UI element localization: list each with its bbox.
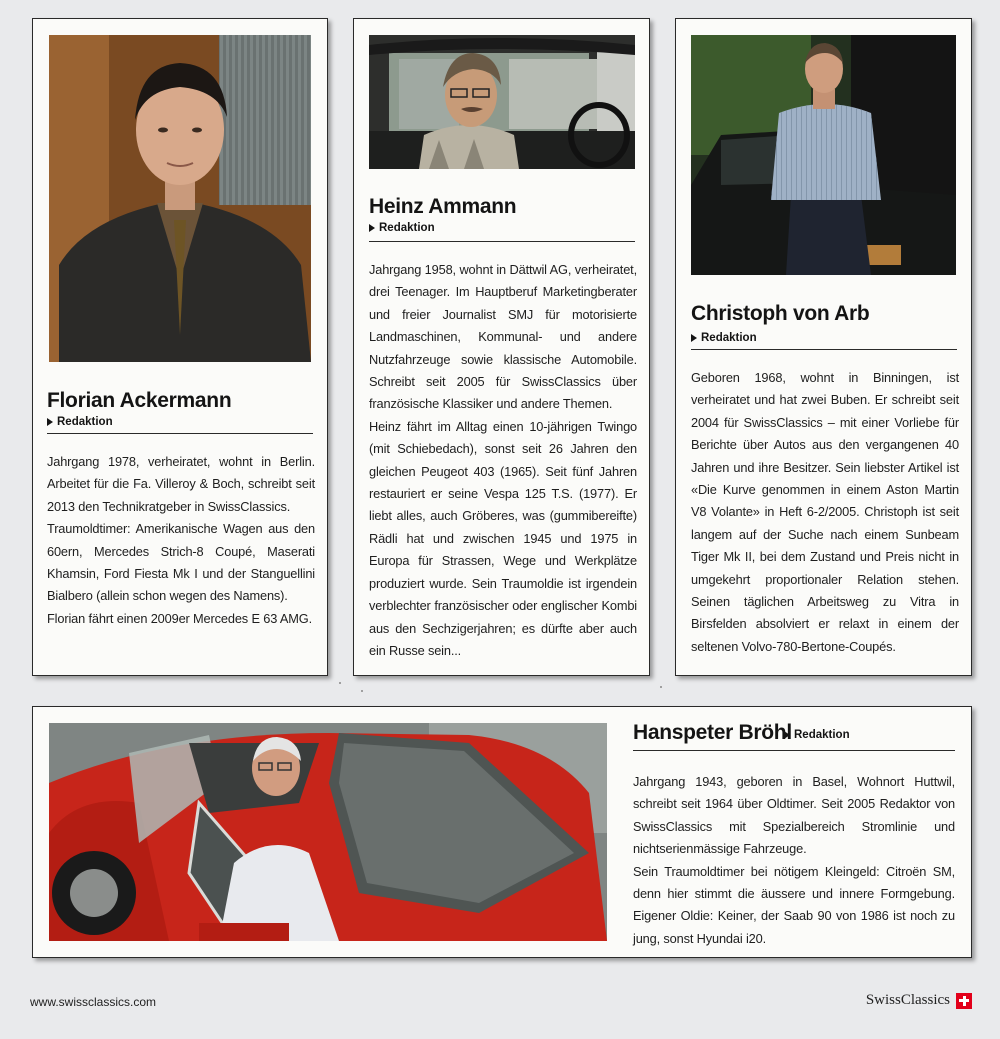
- portrait-photo-hanspeter: [49, 723, 607, 941]
- profile-role: [784, 729, 850, 741]
- profile-name: Christoph von Arb: [691, 302, 870, 325]
- bio-paragraph: Sein Traumoldtimer bei nötigem Kleingeld: Citroën SM, denn hier stimmt die äussere und innere Formgebung. Eigener Oldie: Keiner, der Saab 90 von 1986 ist noch zu jung, sonst Hyundai i20.: [633, 863, 955, 946]
- profile-role-label: Redaktion: [794, 729, 850, 741]
- profile-name: Heinz Ammann: [369, 195, 517, 218]
- divider: [47, 433, 313, 434]
- profile-name: Hanspeter Bröhl: [633, 721, 792, 744]
- portrait-photo-heinz: [369, 35, 635, 169]
- portrait-photo-florian: [49, 35, 311, 362]
- bio-paragraph: Heinz fährt im Alltag einen 10-jährigen Twingo (mit Schiebedach), sonst seit 26 Jahren den gleichen Peugeot 403 (1965). Seit fünf Jahren restauriert er seine Vespa 125 T.S. (1977). Er liebt alles, auch Gröberes, was (gummibereifte) Rädli hat und zwischen 1945 und 1975 in Europa für Strassen, Wege und Werkplätze produziert wurde. Sein Traumoldie ist irgendein verblechter französischer oder englischer Kombi aus den Sechzigerjahren; es dürfte aber auch ein Russe sein...: [369, 418, 637, 658]
- decorative-dot: [660, 686, 662, 688]
- portrait-photo-christoph: [691, 35, 956, 275]
- profile-role: [691, 332, 757, 344]
- profile-card-florian: [32, 18, 328, 676]
- triangle-bullet-icon: [47, 418, 53, 426]
- bio-paragraph: Florian fährt einen 2009er Mercedes E 63 AMG.: [47, 610, 312, 626]
- decorative-dot: [361, 690, 363, 692]
- profile-card-heinz: [353, 18, 650, 676]
- divider: [369, 241, 635, 242]
- triangle-bullet-icon: [691, 334, 697, 342]
- decorative-dot: [339, 682, 341, 684]
- profile-bio: [369, 259, 637, 662]
- profile-role-label: Redaktion: [57, 416, 113, 428]
- profile-bio: [633, 771, 955, 950]
- profile-card-christoph: [675, 18, 972, 676]
- profile-bio: [47, 451, 315, 630]
- profile-card-hanspeter: [32, 706, 972, 958]
- brand-logo: [866, 992, 972, 1009]
- bio-paragraph: Geboren 1968, wohnt in Binningen, ist verheiratet und hat zwei Buben. Er schreibt seit 2004 für SwissClassics – mit einer Vorliebe für Berichte über Autos aus den vergangenen 40 Jahren und ihre Besitzer. Sein liebster Artikel ist «Die Kurve genommen in einem Aston Martin V8 Volante» in Heft 6-2/2005. Christoph ist seit langem auf der Suche nach einem Sunbeam Tiger Mk II, bei dem Zustand und Preis nicht in umgekehrt proportionaler Relation stehen. Seinen täglichen Arbeitsweg zu Vitra in Birsfelden absolviert er relaxt in einem der seltenen Volvo-780-Bertone-Coupés.: [691, 370, 959, 654]
- bio-paragraph: Jahrgang 1958, wohnt in Dättwil AG, verheiratet, drei Teenager. Im Hauptberuf Marketingberater und freier Journalist SMJ für motorisierte Landmaschinen, Kommunal- und andere Nutzfahrzeuge sowie klassische Automobile. Schreibt seit 2005 für SwissClassics über französische Klassiker und andere Themen.: [369, 262, 637, 412]
- triangle-bullet-icon: [784, 731, 790, 739]
- profile-role: [47, 416, 113, 428]
- brand-name: SwissClassics: [865, 992, 950, 1008]
- bio-paragraph: Jahrgang 1943, geboren in Basel, Wohnort Huttwil, schreibt seit 1964 über Oldtimer. Seit 2005 Redaktor von SwissClassics mit Spezialbereich Stromlinie und nichtserienmässige Fahrzeuge.: [633, 774, 955, 857]
- divider: [691, 349, 957, 350]
- profile-bio: [691, 367, 959, 658]
- profile-role: [369, 222, 435, 234]
- triangle-bullet-icon: [369, 224, 375, 232]
- profile-role-label: Redaktion: [379, 222, 435, 234]
- divider: [633, 750, 955, 751]
- profile-role-label: Redaktion: [701, 332, 757, 344]
- swiss-flag-icon: [956, 993, 972, 1009]
- bio-paragraph: Traumoldtimer: Amerikanische Wagen aus den 60ern, Mercedes Strich-8 Coupé, Maserati Khamsin, Ford Fiesta Mk I und der Stanguellini Bialbero (allein schon wegen des Namens).: [47, 521, 315, 604]
- bio-paragraph: Jahrgang 1978, verheiratet, wohnt in Berlin. Arbeitet für die Fa. Villeroy & Boch, schreibt seit 2013 den Technikratgeber in SwissClassics.: [47, 454, 315, 514]
- website-url[interactable]: www.swissclassics.com: [30, 995, 157, 1009]
- profile-name: Florian Ackermann: [47, 389, 232, 412]
